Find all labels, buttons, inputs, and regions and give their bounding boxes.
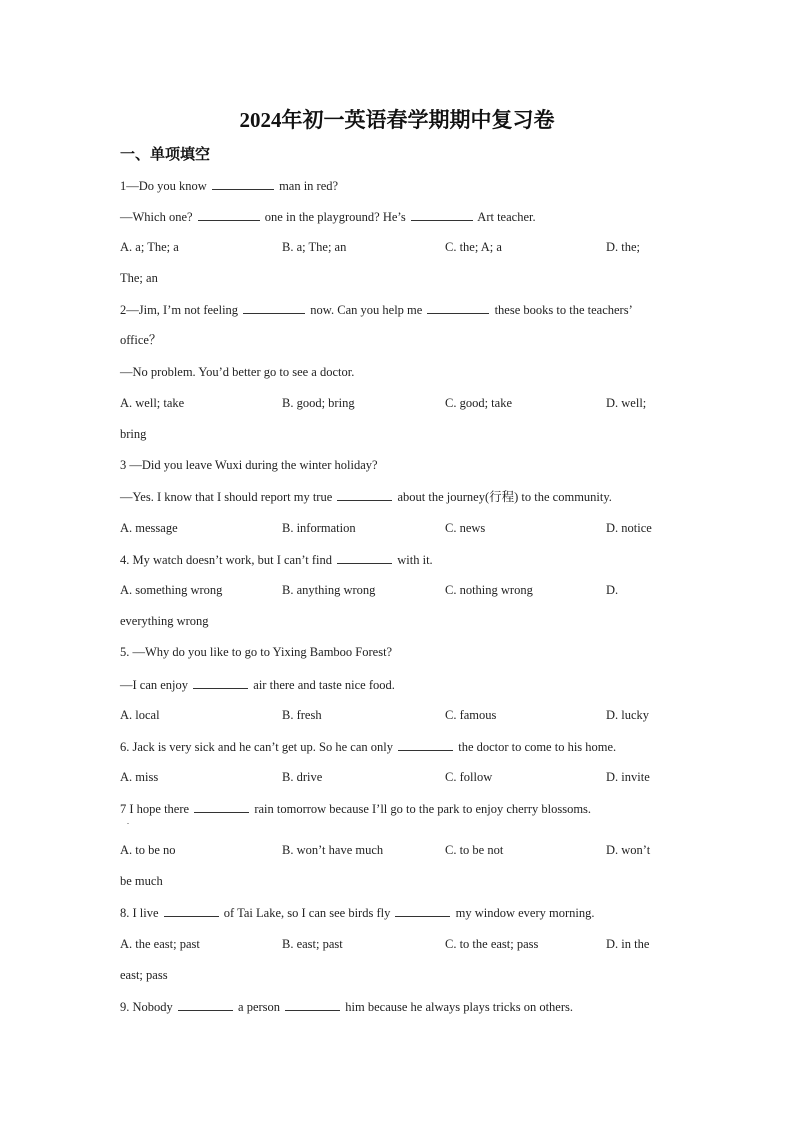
question-1-reply — [120, 207, 536, 226]
option-a[interactable]: A. local — [120, 708, 160, 722]
option-b[interactable]: B. east; past — [282, 937, 343, 951]
option-d[interactable]: D. won’t — [606, 843, 651, 857]
text: these books to the teachers’ — [494, 303, 633, 317]
text: Art teacher. — [477, 210, 536, 224]
option-d[interactable]: D. well; — [606, 396, 647, 410]
text: 4. My watch doesn’t work, but I can’t find — [120, 553, 332, 567]
stray-mark: . — [127, 817, 129, 826]
option-a[interactable]: A. miss — [120, 770, 159, 784]
text: 8. I live — [120, 906, 159, 920]
option-c[interactable]: C. good; take — [445, 396, 513, 410]
text: 9. Nobody — [120, 1000, 173, 1014]
option-b[interactable]: B. information — [282, 521, 356, 535]
text: man in red? — [279, 179, 339, 193]
text: the doctor to come to his home. — [458, 740, 617, 754]
question-3-stem: 3 —Did you leave Wuxi during the winter holiday? — [120, 458, 378, 472]
text: about the journey(行程) to the community. — [397, 490, 612, 504]
answer-blank[interactable] — [243, 300, 305, 314]
option-b[interactable]: B. good; bring — [282, 396, 355, 410]
answer-blank[interactable] — [411, 207, 473, 221]
option-d[interactable]: D. in the — [606, 937, 650, 951]
option-b[interactable]: B. drive — [282, 770, 323, 784]
option-d-wrap: be much — [120, 874, 163, 888]
option-c[interactable]: C. to the east; pass — [445, 937, 539, 951]
page-title: 2024年初一英语春学期期中复习卷 — [239, 108, 555, 132]
question-2-stem-wrap: office？ — [120, 333, 162, 347]
option-b[interactable]: B. anything wrong — [282, 583, 376, 597]
option-c[interactable]: C. the; A; a — [445, 240, 502, 254]
question-5-reply — [120, 675, 395, 694]
text: of Tai Lake, so I can see birds fly — [223, 906, 391, 920]
option-d[interactable]: D. — [606, 583, 619, 597]
answer-blank[interactable] — [337, 487, 392, 501]
text: now. Can you help me — [310, 303, 423, 317]
text: —Which one? — [120, 210, 193, 224]
option-a[interactable]: A. a; The; a — [120, 240, 179, 254]
question-2-reply: —No problem. You’d better go to see a doctor. — [120, 365, 355, 379]
text: my window every morning. — [455, 906, 595, 920]
question-6-stem — [120, 737, 616, 756]
answer-blank[interactable] — [198, 207, 260, 221]
text: a person — [238, 1000, 281, 1014]
option-a[interactable]: A. to be no — [120, 843, 176, 857]
answer-blank[interactable] — [212, 176, 274, 190]
text: with it. — [397, 553, 433, 567]
text: —Yes. I know that I should report my true — [120, 490, 333, 504]
answer-blank[interactable] — [164, 903, 219, 917]
text: him because he always plays tricks on others. — [345, 1000, 573, 1014]
option-a[interactable]: A. message — [120, 521, 178, 535]
question-9-stem — [120, 997, 573, 1016]
answer-blank[interactable] — [398, 737, 453, 751]
option-d[interactable]: D. lucky — [606, 708, 650, 722]
text: —I can enjoy — [120, 678, 189, 692]
answer-blank[interactable] — [285, 997, 340, 1011]
option-d-wrap: everything wrong — [120, 614, 209, 628]
text: 6. Jack is very sick and he can’t get up. So he can only — [120, 740, 393, 754]
text: air there and taste nice food. — [253, 678, 395, 692]
answer-blank[interactable] — [427, 300, 489, 314]
answer-blank[interactable] — [194, 799, 249, 813]
question-5-stem: 5. —Why do you like to go to Yixing Bamboo Forest? — [120, 645, 393, 659]
option-d-wrap: bring — [120, 427, 147, 441]
question-3-reply — [120, 487, 612, 506]
question-2-stem — [120, 300, 633, 319]
option-c[interactable]: C. news — [445, 521, 486, 535]
question-8-stem — [120, 903, 594, 922]
option-c[interactable]: C. to be not — [445, 843, 504, 857]
text: one in the playground? He’s — [264, 210, 406, 224]
section-heading: 一、单项填空 — [120, 147, 211, 163]
option-a[interactable]: A. the east; past — [120, 937, 200, 951]
question-4-stem — [120, 550, 433, 569]
option-d-wrap: The; an — [120, 271, 158, 285]
answer-blank[interactable] — [193, 675, 248, 689]
option-b[interactable]: B. won’t have much — [282, 843, 384, 857]
question-7-stem — [120, 799, 591, 818]
answer-blank[interactable] — [395, 903, 450, 917]
text: rain tomorrow because I’ll go to the park to enjoy cherry blossoms. — [254, 802, 592, 816]
text: 7 I hope there — [120, 802, 190, 816]
option-b[interactable]: B. fresh — [282, 708, 322, 722]
option-c[interactable]: C. famous — [445, 708, 497, 722]
option-c[interactable]: C. nothing wrong — [445, 583, 533, 597]
answer-blank[interactable] — [178, 997, 233, 1011]
text: 2—Jim, I’m not feeling — [120, 303, 239, 317]
option-a[interactable]: A. well; take — [120, 396, 185, 410]
option-a[interactable]: A. something wrong — [120, 583, 223, 597]
question-1-stem — [120, 176, 338, 195]
option-b[interactable]: B. a; The; an — [282, 240, 347, 254]
option-d[interactable]: D. invite — [606, 770, 650, 784]
text: 1—Do you know — [120, 179, 207, 193]
option-c[interactable]: C. follow — [445, 770, 493, 784]
option-d-wrap: east; pass — [120, 968, 168, 982]
option-d[interactable]: D. notice — [606, 521, 652, 535]
answer-blank[interactable] — [337, 550, 392, 564]
option-d[interactable]: D. the; — [606, 240, 641, 254]
